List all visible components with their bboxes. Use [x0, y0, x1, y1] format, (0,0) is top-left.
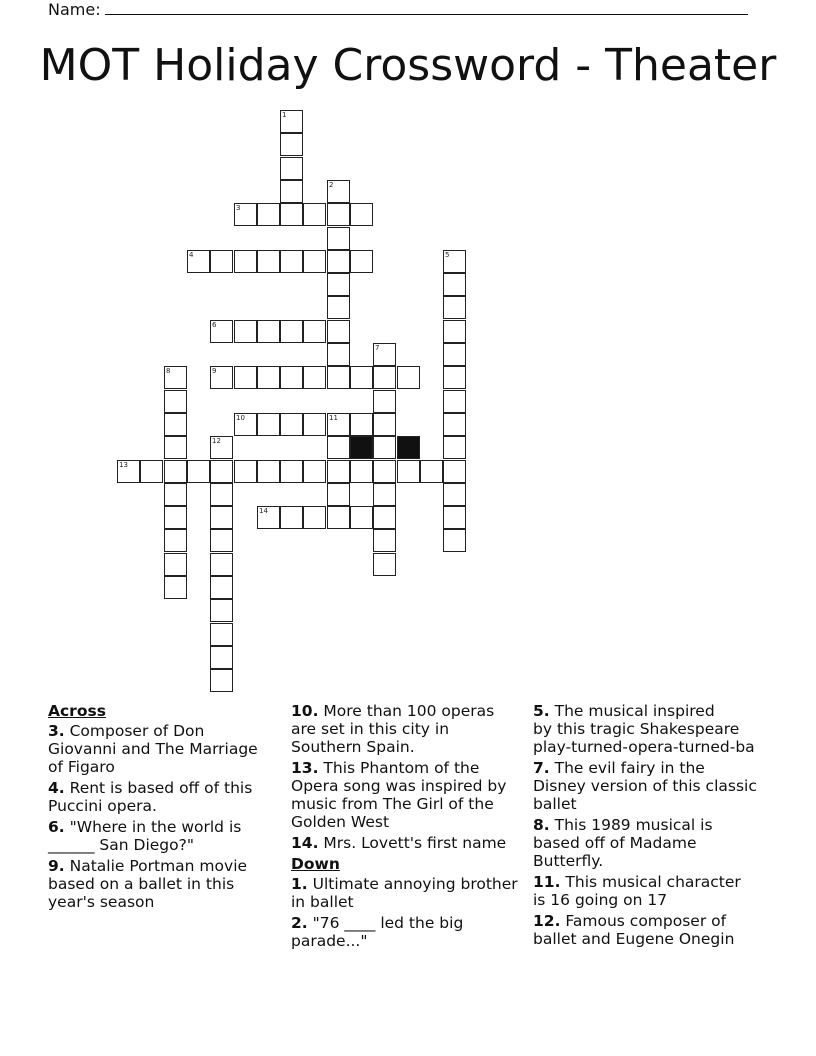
grid-cell[interactable] [210, 506, 233, 529]
grid-cell[interactable] [210, 529, 233, 552]
clue-column-2 [291, 702, 519, 953]
grid-cell[interactable] [210, 320, 233, 343]
grid-cell[interactable] [443, 273, 466, 296]
grid-cell[interactable] [443, 366, 466, 389]
grid-cell[interactable] [350, 460, 373, 483]
clue-column-3 [533, 702, 773, 951]
grid-cell[interactable] [397, 460, 420, 483]
clue-item-text: This 1989 musical is [549, 816, 713, 834]
grid-cell[interactable] [210, 460, 233, 483]
grid-cell[interactable] [210, 623, 233, 646]
grid-cell[interactable] [327, 296, 350, 319]
grid-cell[interactable] [327, 203, 350, 226]
clue-number: 8 [166, 367, 171, 375]
grid-cell[interactable] [350, 506, 373, 529]
clue-item [533, 702, 773, 756]
grid-cell[interactable] [234, 460, 257, 483]
clue-item-text-line: Butterfly. [533, 852, 604, 870]
page-title: MOT Holiday Crossword - Theater [39, 40, 777, 91]
grid-cell[interactable] [303, 320, 326, 343]
grid-cell[interactable] [327, 180, 350, 203]
clue-item-text: The musical inspired [549, 702, 715, 720]
clue-item [48, 818, 273, 854]
grid-cell[interactable] [327, 320, 350, 343]
grid-cell[interactable] [280, 250, 303, 273]
clue-number: 1 [282, 111, 287, 119]
clue-item [533, 912, 773, 948]
grid-cell[interactable] [257, 250, 280, 273]
clue-item [291, 914, 519, 950]
grid-cell[interactable] [280, 110, 303, 133]
grid-cell[interactable] [373, 343, 396, 366]
grid-cell[interactable] [327, 366, 350, 389]
grid-cell[interactable] [234, 413, 257, 436]
grid-cell[interactable] [164, 413, 187, 436]
clue-item-text: Ultimate annoying brother in ballet [291, 875, 518, 911]
clue-item [291, 834, 519, 852]
grid-cell[interactable] [257, 203, 280, 226]
grid-cell[interactable] [373, 366, 396, 389]
grid-cell[interactable] [210, 576, 233, 599]
grid-cell[interactable] [164, 366, 187, 389]
clue-number: 10 [236, 414, 245, 422]
grid-cell[interactable] [234, 366, 257, 389]
grid-cell[interactable] [303, 460, 326, 483]
clue-item-text-line: by this tragic Shakespeare [533, 720, 740, 738]
clue-item-number: 7. [533, 759, 550, 777]
grid-cell[interactable] [303, 203, 326, 226]
grid-cell[interactable] [164, 483, 187, 506]
grid-cell[interactable] [420, 460, 443, 483]
grid-cell[interactable] [303, 366, 326, 389]
grid-cell[interactable] [443, 413, 466, 436]
grid-cell[interactable] [327, 227, 350, 250]
grid-cell[interactable] [327, 343, 350, 366]
clue-item-number: 2. [291, 914, 308, 932]
clue-number: 3 [236, 204, 241, 212]
clue-item-number: 4. [48, 779, 65, 797]
grid-cell[interactable] [187, 250, 210, 273]
grid-cell[interactable] [443, 483, 466, 506]
clue-item-text-line: ballet [533, 795, 577, 813]
grid-cell[interactable] [443, 506, 466, 529]
grid-cell[interactable] [327, 460, 350, 483]
grid-cell[interactable] [443, 320, 466, 343]
grid-cell[interactable] [210, 646, 233, 669]
grid-cell[interactable] [280, 460, 303, 483]
clue-item-number: 9. [48, 857, 65, 875]
grid-cell[interactable] [280, 180, 303, 203]
grid-cell[interactable] [443, 343, 466, 366]
grid-cell[interactable] [280, 506, 303, 529]
grid-cell[interactable] [443, 436, 466, 459]
grid-cell[interactable] [280, 133, 303, 156]
clue-item [48, 857, 273, 911]
grid-cell[interactable] [373, 529, 396, 552]
grid-cell[interactable] [280, 203, 303, 226]
clue-item-text-line: ballet and Eugene Onegin [533, 930, 735, 948]
grid-cell[interactable] [210, 669, 233, 692]
clue-item-text: Rent is based off of this Puccini opera. [48, 779, 253, 815]
grid-cell[interactable] [350, 250, 373, 273]
grid-cell[interactable] [327, 506, 350, 529]
clue-number: 13 [119, 461, 128, 469]
grid-cell[interactable] [210, 599, 233, 622]
grid-cell[interactable] [397, 366, 420, 389]
grid-cell[interactable] [164, 576, 187, 599]
clue-item-text-line: Disney version of this classic [533, 777, 757, 795]
grid-cell[interactable] [234, 250, 257, 273]
grid-cell[interactable] [210, 553, 233, 576]
grid-cell[interactable] [350, 366, 373, 389]
clue-item-text: "Where in the world is ______ San Diego?" [48, 818, 242, 854]
across-heading: Across [48, 702, 106, 720]
down-heading: Down [291, 855, 340, 873]
clue-item [533, 759, 773, 813]
grid-cell[interactable] [373, 413, 396, 436]
clue-item-number: 11. [533, 873, 561, 891]
clue-item-number: 1. [291, 875, 308, 893]
grid-cell[interactable] [443, 460, 466, 483]
clue-item-text: Composer of Don Giovanni and The Marriage of Figaro [48, 722, 258, 776]
grid-cell[interactable] [164, 460, 187, 483]
grid-cell[interactable] [164, 529, 187, 552]
grid-cell[interactable] [210, 436, 233, 459]
grid-block [350, 436, 373, 459]
clue-item [291, 759, 519, 831]
clue-item [291, 702, 519, 756]
grid-cell[interactable] [327, 413, 350, 436]
grid-cell[interactable] [280, 366, 303, 389]
clue-number: 7 [375, 344, 380, 352]
clue-item-text-line: based off of Madame [533, 834, 697, 852]
grid-cell[interactable] [327, 483, 350, 506]
grid-cell[interactable] [350, 413, 373, 436]
grid-cell[interactable] [327, 273, 350, 296]
grid-cell[interactable] [164, 506, 187, 529]
grid-cell[interactable] [373, 436, 396, 459]
grid-cell[interactable] [164, 553, 187, 576]
clue-number: 11 [329, 414, 338, 422]
grid-cell[interactable] [164, 390, 187, 413]
grid-cell[interactable] [443, 250, 466, 273]
clue-item-number: 3. [48, 722, 65, 740]
clue-item-text-line: is 16 going on 17 [533, 891, 668, 909]
grid-cell[interactable] [117, 460, 140, 483]
grid-cell[interactable] [373, 506, 396, 529]
clue-item [48, 779, 273, 815]
clue-number: 4 [189, 251, 194, 259]
grid-cell[interactable] [443, 390, 466, 413]
clue-number: 5 [445, 251, 450, 259]
clue-number: 9 [212, 367, 217, 375]
clue-column-1 [48, 702, 273, 914]
grid-cell[interactable] [280, 320, 303, 343]
grid-block [397, 436, 420, 459]
grid-cell[interactable] [140, 460, 163, 483]
grid-cell[interactable] [280, 157, 303, 180]
clue-item-number: 12. [533, 912, 561, 930]
grid-cell[interactable] [373, 390, 396, 413]
grid-cell[interactable] [303, 506, 326, 529]
clue-item-text-line: play-turned-opera-turned-ba [533, 738, 755, 756]
clue-item-number: 8. [533, 816, 550, 834]
clue-item-number: 13. [291, 759, 319, 777]
clue-number: 14 [259, 507, 268, 515]
grid-cell[interactable] [234, 203, 257, 226]
clue-item-number: 10. [291, 702, 319, 720]
grid-cell[interactable] [257, 460, 280, 483]
clue-item [291, 875, 519, 911]
name-label: Name: [48, 0, 101, 19]
clue-item-text: Mrs. Lovett's first name [318, 834, 507, 852]
clue-item-text: Famous composer of [560, 912, 727, 930]
clue-item-text: Natalie Portman movie based on a ballet in this year's season [48, 857, 248, 911]
clue-number: 6 [212, 321, 217, 329]
grid-cell[interactable] [303, 413, 326, 436]
clue-item-text: This musical character [560, 873, 741, 891]
clue-number: 12 [212, 437, 221, 445]
grid-cell[interactable] [350, 203, 373, 226]
clue-item-number: 14. [291, 834, 319, 852]
grid-cell[interactable] [210, 483, 233, 506]
grid-cell[interactable] [303, 250, 326, 273]
clue-item-text: This Phantom of the Opera song was inspired by music from The Girl of the Golden West [291, 759, 507, 831]
grid-cell[interactable] [373, 553, 396, 576]
grid-cell[interactable] [280, 413, 303, 436]
clue-item [533, 816, 773, 870]
clue-item-number: 6. [48, 818, 65, 836]
clue-item-text: "76 ____ led the big parade..." [291, 914, 464, 950]
clue-item-number: 5. [533, 702, 550, 720]
grid-cell[interactable] [443, 296, 466, 319]
grid-cell[interactable] [257, 320, 280, 343]
clue-item-text: More than 100 operas are set in this city in Southern Spain. [291, 702, 495, 756]
grid-cell[interactable] [210, 366, 233, 389]
grid-cell[interactable] [373, 483, 396, 506]
grid-cell[interactable] [234, 320, 257, 343]
grid-cell[interactable] [257, 413, 280, 436]
grid-cell[interactable] [164, 436, 187, 459]
clue-item [48, 722, 273, 776]
grid-cell[interactable] [443, 529, 466, 552]
grid-cell[interactable] [257, 506, 280, 529]
grid-cell[interactable] [327, 436, 350, 459]
grid-cell[interactable] [257, 366, 280, 389]
grid-cell[interactable] [327, 250, 350, 273]
grid-cell[interactable] [373, 460, 396, 483]
grid-cell[interactable] [210, 250, 233, 273]
grid-cell[interactable] [187, 460, 210, 483]
clue-item [533, 873, 773, 909]
clue-item-text: The evil fairy in the [549, 759, 705, 777]
clue-number: 2 [329, 181, 334, 189]
